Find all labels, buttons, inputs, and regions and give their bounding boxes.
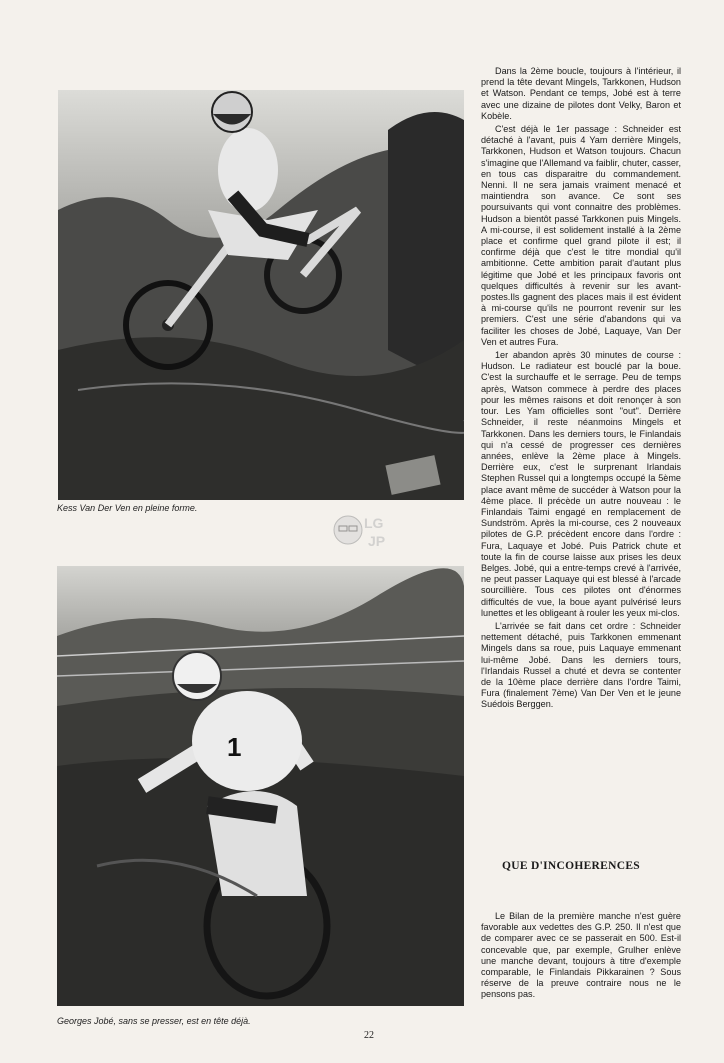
article-paragraph: Dans la 2ème boucle, toujours à l'intérieur, il prend la tête devant Mingels, Tarkkonen, Hudson et Watson. Pendant ce temps, Jobé est à terre avec une dizaine de pilotes dont Velky, Baron et Kobèle. — [481, 66, 681, 121]
caption-bottom-photo: Georges Jobé, sans se presser, est en tête déjà. — [57, 1016, 251, 1026]
lgjp-logo — [330, 506, 396, 556]
section-heading: QUE D'INCOHERENCES — [502, 860, 640, 872]
photo-bottom-image — [57, 566, 464, 1006]
photo-bottom — [57, 566, 464, 1006]
caption-top-photo: Kess Van Der Ven en pleine forme. — [57, 503, 198, 513]
article-body — [481, 66, 681, 806]
article-paragraph: C'est déjà le 1er passage : Schneider est détaché à l'avant, puis 4 Yam derrière Mingels, Tarkkonen, Hudson et Watson toujours. Chacun s'imagine que l'Allemand va faiblir, chuter, casser, en tous cas disparaitre du commandement. Nenni. Il ne sera jamais vraiment menacé et maintiendra son avance. Ce sont ses poursuivants qui vont connaitre des problèmes. Hudson a bientôt passé Tarkkonen puis Mingels. A mi-course, il est solidement installé à la 2ème place et confirme quel grand pilote il est; il confirme déjà que c'est le titre mondial qu'il ambitionne. Cette ambition parait d'autant plus légitime que Jobé et les principaux favoris ont quelques difficultés à revenir sur les avant-postes.Ils gagnent des places mais il est évident à mi-course qu'ils ne pourront revenir sur les premiers. C'est une série d'abandons qui va faciliter les choses de Jobé, Laquaye, Van Der Ven et autres Fura. — [481, 124, 681, 347]
article-section-body — [481, 911, 681, 1016]
svg-text:JP: JP — [368, 533, 386, 549]
svg-text:LG: LG — [364, 515, 384, 531]
svg-text:1: 1 — [227, 732, 242, 762]
photo-top-image — [58, 90, 464, 500]
article-paragraph: Le Bilan de la première manche n'est guère favorable aux vedettes des G.P. 250. Il n'est que de comparer avec ce se passerait en 500. Est-il concevable que, par exemple, Grulher enlève une manche devant, toujours à titre d'exemple comparable, le Finlandais Pikkarainen ? Sous réserve de la preuve contraire nous ne le pensons pas. — [481, 911, 681, 1000]
article-paragraph: L'arrivée se fait dans cet ordre : Schneider nettement détaché, puis Tarkkonen emmenant Mingels dans sa roue, puis Laquaye emmenant lui-même Jobé. Dans les derniers tours, l'Irlandais Russel a chuté et devra se contenter de la 10ème place derrière dans l'ordre Taimi, Fura (finalement 7ème) Van Der Ven et le jeune Suédois Berggen. — [481, 620, 681, 710]
lgjp-logo-icon — [330, 506, 396, 556]
article-paragraph: 1er abandon après 30 minutes de course : Hudson. Le radiateur est bouclé par la boue. C'est la surchauffe et le serrage. Peu de temps après, Watson commece à perdre des places pour les mêmes raisons et doit renonçer à son tour. Les Yam officielles sont "out". Derrière Schneider, il reste néanmoins Mingels et Tarkkonen. Dans les derniers tours, le Finlandais qui n'a cessé de progresser ces dernières années, enlève la 2ème place à Mingels. Derrière eux, c'est le surprenant Irlandais Stephen Russel qui a longtemps occupé la 5ème place avant même de succéder à Watson pour la 4ème place. Il précède un autre nouveau : le Finlandais Taimi engagé en remplacement de Sundström. Après la mi-course, ces 2 nouveaux pilotes de G.P. précèdent encore dans l'ordre : Fura, Laquaye et Jobé. Puis Patrick chute et toute la fin de course laisse aux prises les deux Belges. Jobé, qui a entre-temps crevé à l'arrivée, ne peut passer Laquaye qui est blessé à l'arcade sourcillière. Tous ces pilotes ont d'énormes difficultés de vue, la boue ayant pulvérisé leurs lunettes et les obligeant à rouler les yeux mi-clos. — [481, 350, 681, 618]
photo-top — [58, 90, 464, 500]
page-number: 22 — [364, 1030, 374, 1041]
